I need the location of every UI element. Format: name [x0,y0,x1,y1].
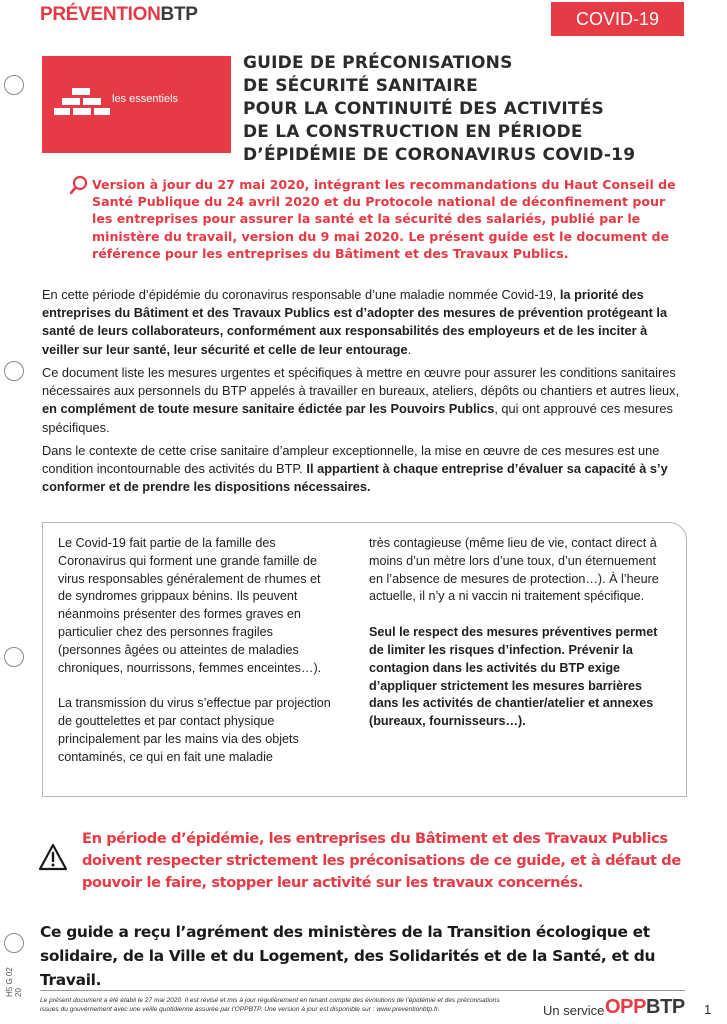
paragraph-3 [42,442,687,497]
info-right-paragraph-1: très contagieuse (même lieu de vie, contact direct à moins d’un mètre lors d’une toux, d’un éternuement en l’absence de mesures de protection…). À l’heure actuelle, il n’y a ni vaccin ni traitement spécifique. [369,536,659,604]
page-number: 1 [704,1002,712,1017]
footer-note: Le présent document a été établi le 27 mai 2020. Il est révisé et mis à jour régulièrement en tenant compte des évolutions de l’épidémie et des préconisations issues du gouvernement avec une veille quotidienne assurée par l’OPPBTP. Une version à jour est disponible sur : www.preventionbtp.fr. [40,997,500,1013]
footer-brand-dark: BTP [646,996,685,1018]
binder-hole [4,933,24,953]
title-line: DE LA CONSTRUCTION EN PÉRIODE [243,122,583,142]
bricks-icon [54,82,110,122]
paragraph-1-end: . [407,341,412,357]
paragraph-1 [42,286,687,359]
essentials-banner [42,56,231,153]
approval-statement: Ce guide a reçu l’agrément des ministères de la Transition écologique et solidaire, de la Ville et du Logement, des Solidarités et de la Santé, et du Travail. [40,923,656,989]
warning-text: En période d’épidémie, les entreprises du Bâtiment et des Travaux Publics doivent respecter strictement les préconisations de ce guide, et à défaut de pouvoir le faire, stopper leur activité sur les travaux concernés. [82,830,681,891]
warning-icon [38,843,68,871]
info-box-left-column [58,535,338,767]
title-line: D’ÉPIDÉMIE DE CORONAVIRUS COVID-19 [243,145,636,165]
binder-hole [4,75,24,95]
paragraph-3-bold: Il appartient à chaque entreprise d’évaluer sa capacité à s’y conformer et de prendre les dispositions nécessaires. [42,461,668,495]
essentials-label: les essentiels [112,93,179,105]
paragraph-1-text: En cette période d’épidémie du coronavirus responsable d’une maladie nommée Covid-19, [42,287,560,302]
reference-code: H5 G 02 20 [5,967,23,997]
binder-hole [4,647,24,667]
title-line: DE SÉCURITÉ SANITAIRE [243,76,478,96]
search-icon [70,175,88,195]
footer-brand-red: OPP [605,996,647,1018]
footer-service-label: Un service [543,1003,605,1018]
paragraph-2-text: Ce document liste les mesures urgentes et spécifiques à mettre en œuvre pour assurer les conditions sanitaires nécessaires aux personnels du BTP appelés à travailler en bureaux, ateliers, dépôts ou chantiers et autres lieux, [42,365,680,399]
title-line: POUR LA CONTINUITÉ DES ACTIVITÉS [243,99,604,119]
info-right-paragraph-2: Seul le respect des mesures préventives permet de limiter les risques d’infection. Prévenir la contagion dans les activités du BTP exige d’appliquer strictement les mesures barrières dans les activités de chantier/atelier et annexes (bureaux, fournisseurs…). [369,625,658,729]
title-line: GUIDE DE PRÉCONISATIONS [243,53,513,73]
info-box-right-column [369,535,669,731]
paragraph-2-bold: en complément de toute mesure sanitaire édictée par les Pouvoirs Publics [42,401,495,417]
info-left-paragraph-2: La transmission du virus s’effectue par projection de gouttelettes et par contact physique principalement par les mains via des objets contaminés, ce qui en fait une maladie [58,696,331,764]
footer-divider [40,990,685,991]
info-box [42,522,687,797]
covid-badge: COVID-19 [551,2,684,36]
footer-brand-logo [605,996,685,1019]
brand-logo [40,4,198,26]
paragraph-3-text: Dans le contexte de cette crise sanitaire d’ampleur exceptionnelle, la mise en œuvre de ces mesures est une condition incontournable des activités du BTP. [42,443,660,477]
brand-logo-red: PRÉVENTION [40,4,161,25]
paragraph-1-bold: la priorité des entreprises du Bâtiment et des Travaux Publics est d’adopter des mesures de prévention protégeant la santé de leurs collaborateurs, conformément aux responsabilités des employeurs et de les inciter à veiller sur leur santé, leur sécurité et celle de leur entourage [42,287,668,357]
page-title [243,52,635,167]
paragraph-2-end: , qui ont approuvé ces mesures spécifiques. [42,401,673,435]
brand-logo-dark: BTP [160,4,198,25]
paragraph-2 [42,364,687,437]
binder-hole [4,361,24,381]
intro-text: Version à jour du 27 mai 2020, intégrant les recommandations du Haut Conseil de Santé Publique du 24 avril 2020 et du Protocole national de déconfinement pour les entreprises pour assurer la santé et la sécurité des salariés, publié par le ministère du travail, version du 9 mai 2020. Le présent guide est le document de référence pour les entreprises du Bâtiment et des Travaux Publics. [92,177,676,261]
info-left-paragraph-1: Le Covid-19 fait partie de la famille des Coronavirus qui forment une grande famille de virus responsables généralement de rhumes et de syndromes grippaux bénins. Ils peuvent néanmoins présenter des formes graves en particulier chez des personnes fragiles (personnes âgées ou atteintes de maladies chroniques, nourrissons, femmes enceintes…). [58,536,322,675]
